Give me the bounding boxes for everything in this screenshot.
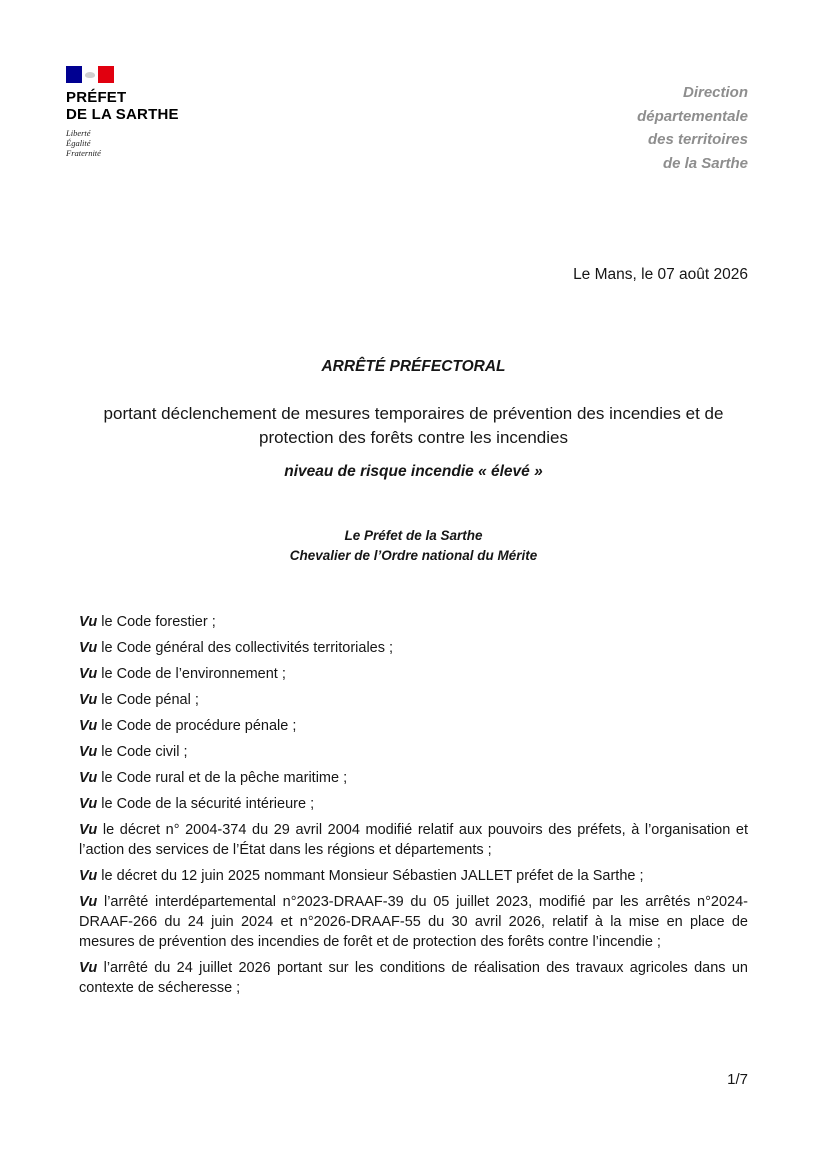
prefet-title: Le Préfet de la Sarthe bbox=[344, 528, 483, 543]
vu-item bbox=[79, 612, 748, 632]
motto-egalite: Égalité bbox=[66, 138, 91, 148]
vu-text: l’arrêté du 24 juillet 2026 portant sur les conditions de réalisation des travaux agricoles dans un contexte de sécheresse ; bbox=[79, 960, 748, 996]
motto-fraternite: Fraternité bbox=[66, 148, 101, 158]
direction-line-1: Direction bbox=[682, 84, 748, 101]
document-date: Le Mans, le 07 août 2026 bbox=[573, 266, 748, 283]
vu-label: Vu bbox=[79, 894, 98, 910]
vu-label: Vu bbox=[79, 822, 98, 838]
prefet-block bbox=[0, 526, 827, 566]
vu-item bbox=[79, 664, 748, 684]
vu-text: le Code forestier ; bbox=[97, 614, 216, 630]
issuing-direction bbox=[637, 81, 748, 175]
prefecture-logo bbox=[66, 66, 206, 158]
vu-text: le Code civil ; bbox=[97, 744, 188, 760]
document-subject bbox=[79, 402, 748, 450]
vu-item bbox=[79, 768, 748, 788]
vu-item bbox=[79, 866, 748, 886]
vu-item bbox=[79, 690, 748, 710]
vu-text: le Code de l’environnement ; bbox=[97, 666, 286, 682]
vu-text: le Code pénal ; bbox=[97, 692, 199, 708]
vu-text: le Code rural et de la pêche maritime ; bbox=[97, 770, 348, 786]
subject-line-1: portant déclenchement de mesures temporaires de prévention des incendies et de bbox=[103, 404, 724, 423]
vu-label: Vu bbox=[79, 868, 98, 884]
logo-name-line1: PRÉFET bbox=[66, 89, 127, 106]
vu-item bbox=[79, 794, 748, 814]
vu-text: le Code général des collectivités territoriales ; bbox=[97, 640, 394, 656]
vu-label: Vu bbox=[79, 960, 98, 976]
vu-label: Vu bbox=[79, 614, 98, 630]
direction-line-3: des territoires bbox=[647, 131, 748, 148]
vu-label: Vu bbox=[79, 796, 98, 812]
page-number: 1/7 bbox=[727, 1071, 748, 1088]
motto-liberte: Liberté bbox=[66, 128, 91, 138]
logo-name bbox=[66, 89, 206, 123]
republic-motto bbox=[66, 128, 206, 158]
vu-item bbox=[79, 820, 748, 860]
marianne-flag-icon bbox=[66, 66, 114, 83]
vu-text: le Code de la sécurité intérieure ; bbox=[97, 796, 315, 812]
document-title: ARRÊTÉ PRÉFECTORAL bbox=[321, 358, 506, 375]
logo-name-line2: DE LA SARTHE bbox=[66, 106, 179, 123]
vu-item bbox=[79, 716, 748, 736]
vu-label: Vu bbox=[79, 744, 98, 760]
vu-label: Vu bbox=[79, 770, 98, 786]
vu-text: l’arrêté interdépartemental n°2023-DRAAF-39 du 05 juillet 2023, modifié par les arrêtés n°2024-DRAAF-266 du 24 juin 2024 et n°2026-DRAAF-55 du 30 avril 2026, relatif à la mise en place de mesures de prévention des incendies de forêt et de protection des forêts contre l’incendie ; bbox=[79, 894, 748, 950]
vu-item bbox=[79, 892, 748, 952]
prefet-distinction: Chevalier de l’Ordre national du Mérite bbox=[289, 548, 538, 563]
vu-item bbox=[79, 958, 748, 998]
vu-item bbox=[79, 638, 748, 658]
subject-line-2: protection des forêts contre les incendies bbox=[258, 428, 568, 447]
direction-line-4: de la Sarthe bbox=[662, 154, 748, 172]
vu-label: Vu bbox=[79, 718, 98, 734]
vu-list bbox=[79, 612, 748, 1004]
vu-label: Vu bbox=[79, 692, 98, 708]
vu-label: Vu bbox=[79, 666, 98, 682]
vu-text: le décret du 12 juin 2025 nommant Monsieur Sébastien JALLET préfet de la Sarthe ; bbox=[97, 868, 644, 884]
vu-text: le décret n° 2004-374 du 29 avril 2004 modifié relatif aux pouvoirs des préfets, à l’organisation et l’action des services de l’État dans les régions et départements ; bbox=[79, 822, 748, 858]
vu-item bbox=[79, 742, 748, 762]
direction-line-2: départementale bbox=[637, 107, 748, 125]
risk-level: niveau de risque incendie « élevé » bbox=[284, 463, 543, 480]
vu-text: le Code de procédure pénale ; bbox=[97, 718, 297, 734]
vu-label: Vu bbox=[79, 640, 98, 656]
